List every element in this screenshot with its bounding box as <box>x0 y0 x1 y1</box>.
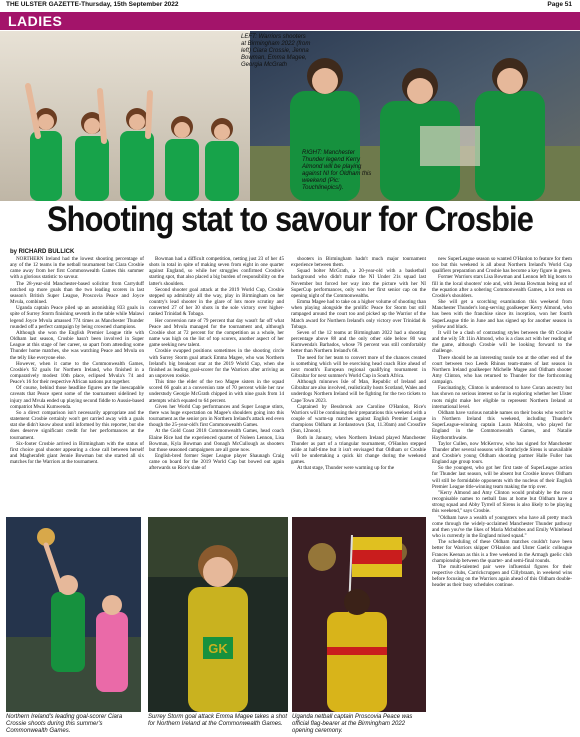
paragraph: So the youngest, who got her first taste of SuperLeague action for Thunder last season, will be absent but Crosbie knows Oldham will still be formidable opponents with the nucleus of their English Premier League title-winning team making the trip over. <box>432 465 572 490</box>
paragraph: At that stage, Thunder were warming up for the <box>297 465 395 472</box>
section-banner <box>0 12 580 30</box>
bottom-photo-magee <box>148 517 288 712</box>
paragraph: Both in January, when Northern Ireland played Manchester Thunder as part of a triangular tournament, O'Hanlon stepped aside at half-time but it isn't envisaged that Oldham or Crosbie will be undertaking a quick kit change during the weekend games. <box>291 434 426 466</box>
paragraph: Although she won the English Premier League title with Oldham last season, Crosbie hasn't been involved in Super League at this stage of her career, so apart from attending some Thunder home matches, she was watching Peace and Mvula on the telly like everyone else. <box>10 329 144 361</box>
caption-bottom-3: Uganda netball captain Proscovia Peace was official flag-bearer at the Birmingham 2022 opening ceremony. <box>292 714 413 734</box>
peace-flag-bearer-photo <box>292 517 426 712</box>
paragraph: Squad bolter McGrath, a 20-year-old with a basketball background who didn't make the NI Under 21s squad last November but forced her way into the picture with her NI SuperCup performances, only won her first senior cap on the opening night of the Commonwealths. <box>291 268 426 299</box>
paragraph: The need for her team to convert more of the chances created is something which will be exercising head coach Rice ahead of next month's European regional qualifying tournament in Gibraltar for next summer's World Cup in South Africa. <box>291 354 426 379</box>
paragraph: Second shooter goal attack at the 2019 World Cup, Crosbie stepped up admirably all the way, play in Birmingham on her country's lead shooter in the glare of lots more scrutiny and converted 27 of her 30 shots in the sole victory over higher-ranked Trinidad & Tobago. <box>149 286 284 318</box>
paragraph: Six-footer Crosbie arrived in Birmingham with the status of first choice goal shooter appearing a close call between herself and Magherafelt giant Jennie Bowman but she started all six matches for the Warriors at the tournament. <box>10 440 144 466</box>
article-column-4 <box>432 256 572 732</box>
paragraph: shooters in Birmingham hadn't much major tournament experience between them. <box>291 256 426 269</box>
crossie-shooting-photo <box>6 517 141 712</box>
paragraph: She will get a scorching examination this weekend from Manchester Thunder's long-serving goalkeeper Kerry Almond, who has been with the franchise since its inception, won her fourth SuperLeague title in June and has signed up for another season in yellow and black. <box>432 299 572 330</box>
paragraph: It will be a clash of contrasting styles between the 6ft Crosbie and the wily 5ft 11in Almond, who is a class act with her reading of the game, although Crosbie will be looking forward to the challenge. <box>432 329 572 355</box>
paragraph: Taylor Cullen, now McKerrow, who has signed for Manchester Thunder after several seasons with Strathclyde Sirens is unavailable and Crosbie's young Oldham shooting partner Halle Fuller has England age group tours. <box>432 440 572 466</box>
paragraph: Given her World Cup performances and Super League stints, there was huge expectation on Magee's shoulders going into this tournament as the senior pro in Northern Ireland's attack end even though the 25-year-old's first Commonwealth Games. <box>149 403 284 429</box>
page-number: Page 51 <box>547 1 572 8</box>
paragraph: English-bred former Super League player Shaunagh Craig came on board for the 2019 World Cup but bowed out again afterwards so Rice's slate of <box>149 453 284 472</box>
svg-text:GK: GK <box>208 641 228 656</box>
article-headline: Shooting stat to savour for Crosbie <box>46 200 533 239</box>
paragraph: Uganda captain Peace piled up an astonishing 833 goals in spite of Surrey Storm finishing seventh in the table while Malawi legend Joyce Mvula amassed 774 times as Manchester Thunder rounded off a perfect campaign by being crowned champions. <box>10 305 144 330</box>
page-header <box>0 0 580 10</box>
paragraph: Crosbie swapped positions sometimes in the shooting circle with Surrey Storm goal attack Emma Magee, who was Northern Ireland's big breakout star at the 2019 World Cup, when she finished as leading goal-scorer for the Warriors after arriving as an unproven rookie. <box>149 348 284 379</box>
paragraph: Fascinatingly, Clinton is understood to have Coran ancestry but has shown no serious interest so far in exploring whether her Ulster roots might make her eligible to represent Northern Ireland at international level. <box>432 385 572 410</box>
paragraph: However, when it came to the Commonwealth Games, Crosbie's 92 goals for Northern Ireland, who finished in a comparatively modest 10th place, eclipsed Mvula's 74 and Peace's 16 for their respective African nations put together. <box>10 360 144 386</box>
caption-bottom-2: Surrey Storm goal attack Emma Magee takes a shot for Northern Ireland at the Commonwealth Games. <box>148 714 288 727</box>
magee-shot-photo <box>148 517 288 712</box>
paragraph: This time the elder of the two Magee sisters in the squad scored 66 goals at a conversion rate of 70 percent while her raw understudy Georgie McGrath chipped in with nine goals from 14 attempts which equated to 64 percent. <box>149 379 284 404</box>
paragraph: "Kerry Almond and Amy Clinton would probably be the most recognisable names to netball fans at home but Oldham have a strong squad and Abby Tyrrell of Sirens is also likely to be playing this weekend," says Crosbie. <box>432 489 572 515</box>
paragraph: The multi-talented pair were influential figures for their respective clubs, Carrickcruppen and Cillybraam, in weekend wins before focusing on the Warriors again ahead of this Oldham double-header as their busy schedules continue. <box>432 563 572 589</box>
article-column-2 <box>149 256 284 512</box>
paragraph: Emma Magee had to take on a higher volume of shooting than when playing alongside the prolific Peace for Storm but still rampaged around the court too and picked up the Warrior of the Match award for Northern Ireland's only victory over Trinidad & Tobago. <box>291 299 426 330</box>
paragraph: Oldham have various notable names on their books who won't be in Northern Ireland this weekend, including Thunder's SuperLeague-winning captain Laura Malcolm, who played for England in the Commonwealth Games, and Natalie Haythornthwaite. <box>432 409 572 441</box>
paragraph: NORTHERN Ireland had the lowest shooting percentage of any of the 12 teams in the netball tournament but Ciara Crosbie came away from her first Commonwealth Games this summer with a glorious statistic to savour. <box>10 256 144 281</box>
caption-top-left: LEFT: Warriors shooters at Birmingham 2022 (from left) Ciara Crossie, Jenna Bowman, Emma Magee, Georgia McGrath <box>241 34 311 68</box>
paragraph: At the Gold Coast 2018 Commonwealth Games, head coach Elaine Rice had the experienced quartet of Noleen Lennon, Lisa Bowman, Kyla Bowman and Oonagh McCullough as shooters but those seasoned campaigners are all gone now. <box>149 428 284 453</box>
paragraph: Seven of the 12 teams at Birmingham 2022 had a shooting percentage above 88 and the only other side below 80 was Kumwenda's Barbados, whose 76 percent was still comfortably better than Northern Ireland's 68. <box>291 329 426 355</box>
paragraph: Of course, behind those headline figures are the inescapable caveats that Peace spent some of the tournament sidelined by injury and Mvula ended up playing second fiddle to Aussie-based compatriot Mwai Kumwenda. <box>10 385 144 410</box>
paragraph: So a direct comparison isn't necessarily appropriate and the statement Crosbie certainly won't get carried away with a goals stat she didn't know about until informed by this reporter, but she does deserve significant credit for her performances at the tournament. <box>10 409 144 441</box>
caption-bottom-1: Northern Ireland's leading goal-scorer Ciara Crossie shoots during this summer's Commonwealth Games. <box>6 714 123 734</box>
paragraph: Former Warriors stars Lisa Bowman and Lennon left big boots to fill in the local shooters' role and, with Jenna Bowman being out of the equation after a sobering Commonwealth Games, a lot rests on Crosbie's shoulders. <box>432 274 572 299</box>
article-column-1 <box>10 256 144 512</box>
bottom-photo-crossie <box>6 517 141 712</box>
article-column-3 <box>291 256 426 512</box>
section-title: LADIES <box>8 13 63 29</box>
paragraph: The 28-year-old Manchester-based solicitor from Carryduff notched up more goals than the two leading scorers in last season's British Super League, Proscovia Peace and Joyce Mvula, combined. <box>10 280 144 306</box>
article-byline: by RICHARD BULLICK <box>10 249 75 255</box>
publication-date: THE ULSTER GAZETTE-Thursday, 15th September 2022 <box>6 1 179 8</box>
paragraph: "Oldham have a wealth of youngsters who have all pretty much come through the widely-acclaimed Manchester Thunder pathway and then you've the likes of Maria Mcbubbes and Emily Whitehead who is currently in the England mixed squad." <box>432 514 572 540</box>
paragraph: The scheduling of these Oldham matches couldn't have been better for Warriors skipper O'Hanlon and Ulster Gaelic colleague Frances Keenan as this is a free weekend in the Armagh gaelic club championship between the quarter- and semi-final rounds. <box>432 539 572 564</box>
paragraph: Although minnows Isle of Man, Republic of Ireland and Gibraltar are also involved, realistically hosts Scotland, Wales and underdogs Northern Ireland will be fighting for the two tickets to Cape Town 2023. <box>291 379 426 404</box>
paragraph: Bowman had a difficult competition, netting just 23 of her 45 shots in total in spite of making seven from eight in one quarter against England, so while her struggles confirmed Crosbie's starting spot, that also placed a big burden of responsibility on the latter's shoulders. <box>149 256 284 287</box>
paragraph: Captained by Bessbrook ace Caroline O'Hanlon, Rice's Warriors will be continuing their preparations this weekend with a couple of warm-up matches against English Premier League champions Oldham at Jordanstown (Sat, 11.30am) and Crossfire (Sun, 12noon). <box>291 403 426 435</box>
paragraph: There should be an interesting tussle too at the other end of the court between two Leeds Rhinos team-mates of last season in Northern Ireland goalkeeper Michelle Magee and Oldham shooter Amy Clinton, who has returned to Thunder for the forthcoming campaign. <box>432 354 572 386</box>
caption-top-right: RIGHT: Manchester Thunder legend Kerry Almond will be playing against NI for Oldham this weekend (Pic: TouchlinepicsI). <box>302 150 372 191</box>
paragraph: new SuperLeague season so wanted O'Hanlon to feature for them too but this weekend is all about Northern Ireland's World Cup qualifiers preparation and Crosbie has become a key figure in green. <box>432 256 572 275</box>
bottom-photo-peace <box>292 517 426 712</box>
paragraph: Her conversion rate of 79 percent that day wasn't far off what Peace and Mvula managed for the tournament and, although Crosbie shot at 72 percent for the competition as a whole, her name was high on the list of top scorers, another aspect of her game seeking new talent. <box>149 317 284 349</box>
